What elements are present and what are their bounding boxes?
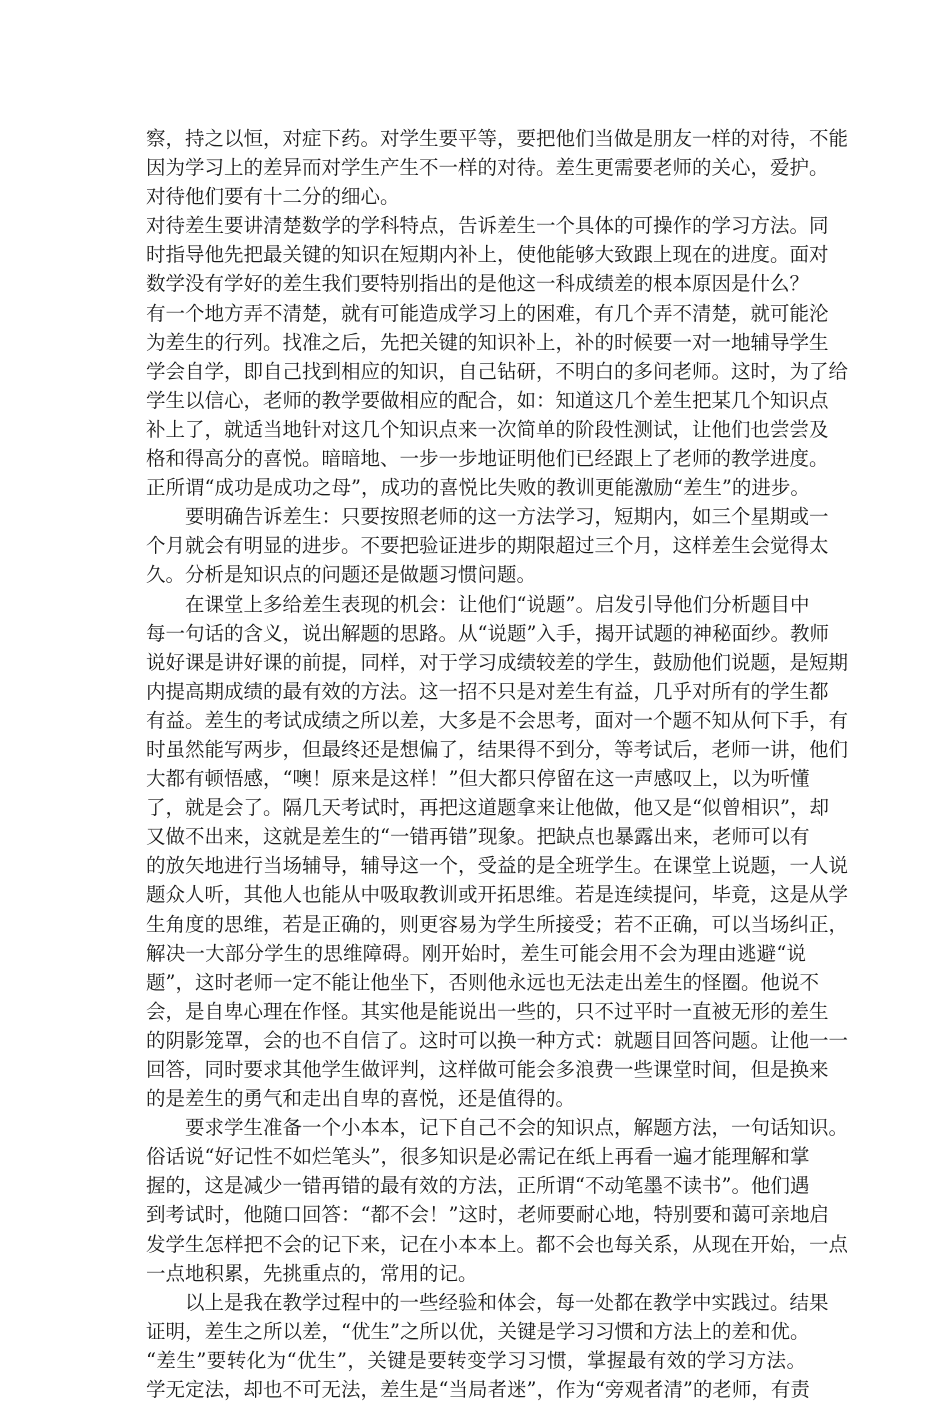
text-line: 的阴影笼罩，会的也不自信了。这时可以换一种方式：就题目回答问题。让他一一	[146, 1028, 849, 1052]
text-line: 久。分析是知识点的问题还是做题习惯问题。	[146, 563, 537, 587]
text-line: 有益。差生的考试成绩之所以差，大多是不会思考，面对一个题不知从何下手，有	[146, 708, 849, 732]
text-line: 在课堂上多给差生表现的机会：让他们“说题”。启发引导他们分析题目中	[185, 592, 810, 616]
text-line: 的放矢地进行当场辅导，辅导这一个，受益的是全班学生。在课堂上说题，一人说	[146, 854, 849, 878]
text-line: 题”，这时老师一定不能让他坐下，否则他永远也无法走出差生的怪圈。他说不	[146, 970, 819, 994]
text-line: 解决一大部分学生的思维障碍。刚开始时，差生可能会用不会为理由逃避“说	[146, 941, 806, 965]
text-line: 每一句话的含义，说出解题的思路。从“说题”入手，揭开试题的神秘面纱。教师	[146, 621, 829, 645]
text-line: 一点地积累，先挑重点的，常用的记。	[146, 1261, 478, 1285]
text-line: 回答，同时要求其他学生做评判，这样做可能会多浪费一些课堂时间，但是换来	[146, 1058, 829, 1081]
text-line: 证明，差生之所以差，“优生”之所以优，关键是学习习惯和方法上的差和优。	[146, 1319, 810, 1343]
text-line: 正所谓“成功是成功之母”，成功的喜悦比失败的教训更能激励“差生”的进步。	[146, 476, 810, 500]
text-line: 握的，这是减少一错再错的最有效的方法，正所谓“不动笔墨不读书”。他们遇	[146, 1174, 810, 1198]
document-page	[146, 124, 849, 1404]
text-line: 内提高期成绩的最有效的方法。这一招不只是对差生有益，几乎对所有的学生都	[146, 679, 829, 703]
text-line: 又做不出来，这就是差生的“一错再错”现象。把缺点也暴露出来，老师可以有	[146, 825, 810, 849]
text-line: 会，是自卑心理在作怪。其实他是能说出一些的，只不过平时一直被无形的差生	[146, 999, 829, 1023]
text-line: 时指导他先把最关键的知识在短期内补上，使他能够大致跟上现在的进度。面对	[146, 243, 829, 267]
text-line: 生角度的思维，若是正确的，则更容易为学生所接受；若不正确，可以当场纠正，	[146, 912, 849, 936]
text-line: 题众人听，其他人也能从中吸取教训或开拓思维。若是连续提问，毕竟，这是从学	[146, 883, 849, 907]
text-line: 时虽然能写两步，但最终还是想偏了，结果得不到分，等考试后，老师一讲，他们	[146, 737, 849, 761]
text-line: 有一个地方弄不清楚，就有可能造成学习上的困难，有几个弄不清楚，就可能沦	[146, 301, 829, 325]
text-line: 格和得高分的喜悦。暗暗地、一步一步地证明他们已经跟上了老师的教学进度。	[146, 447, 829, 471]
text-line: “差生”要转化为“优生”，关键是要转变学习习惯，掌握最有效的学习方法。	[146, 1348, 806, 1372]
text-line: 个月就会有明显的进步。不要把验证进步的期限超过三个月，这样差生会觉得太	[146, 534, 829, 558]
text-line: 因为学习上的差异而对学生产生不一样的对待。差生更需要老师的关心，爱护。	[146, 156, 829, 180]
text-line: 学无定法，却也不可无法，差生是“当局者迷”，作为“旁观者清”的老师，有责	[146, 1378, 810, 1402]
text-line: 学生以信心，老师的教学要做相应的配合，如：知道这几个差生把某几个知识点	[146, 388, 829, 412]
text-line: 对待他们要有十二分的细心。	[146, 185, 400, 209]
text-line: 补上了，就适当地针对这几个知识点来一次简单的阶段性测试，让他们也尝尝及	[146, 417, 829, 441]
text-line: 到考试时，他随口回答：“都不会！”这时，老师要耐心地，特别要和蔼可亲地启	[146, 1203, 829, 1227]
text-line: 发学生怎样把不会的记下来，记在小本本上。都不会也每关系，从现在开始，一点	[146, 1232, 849, 1256]
text-line: 学会自学，即自己找到相应的知识，自己钻研，不明白的多问老师。这时，为了给	[146, 359, 849, 383]
text-line: 对待差生要讲清楚数学的学科特点，告诉差生一个具体的可操作的学习方法。同	[146, 214, 829, 238]
text-line: 察，持之以恒，对症下药。对学生要平等，要把他们当做是朋友一样的对待，不能	[146, 127, 849, 150]
text-line: 了，就是会了。隔几天考试时，再把这道题拿来让他做，他又是“似曾相识”，却	[146, 796, 829, 820]
text-line: 要求学生准备一个小本本，记下自己不会的知识点，解题方法，一句话知识。	[185, 1116, 849, 1140]
text-line: 以上是我在教学过程中的一些经验和体会，每一处都在教学中实践过。结果	[185, 1290, 829, 1314]
text-line: 的是差生的勇气和走出自卑的喜悦，还是值得的。	[146, 1087, 576, 1111]
text-line: 数学没有学好的差生我们要特别指出的是他这一科成绩差的根本原因是什么？	[146, 272, 810, 296]
text-line: 大都有顿悟感，“噢！原来是这样！”但大都只停留在这一声感叹上，以为听懂	[146, 767, 810, 791]
text-line: 俗话说“好记性不如烂笔头”，很多知识是必需记在纸上再看一遍才能理解和掌	[146, 1145, 810, 1169]
text-line: 说好课是讲好课的前提，同样，对于学习成绩较差的学生，鼓励他们说题，是短期	[146, 650, 849, 674]
text-line: 为差生的行列。找准之后，先把关键的知识补上，补的时候要一对一地辅导学生	[146, 330, 829, 354]
text-line: 要明确告诉差生：只要按照老师的这一方法学习，短期内，如三个星期或一	[185, 505, 829, 529]
